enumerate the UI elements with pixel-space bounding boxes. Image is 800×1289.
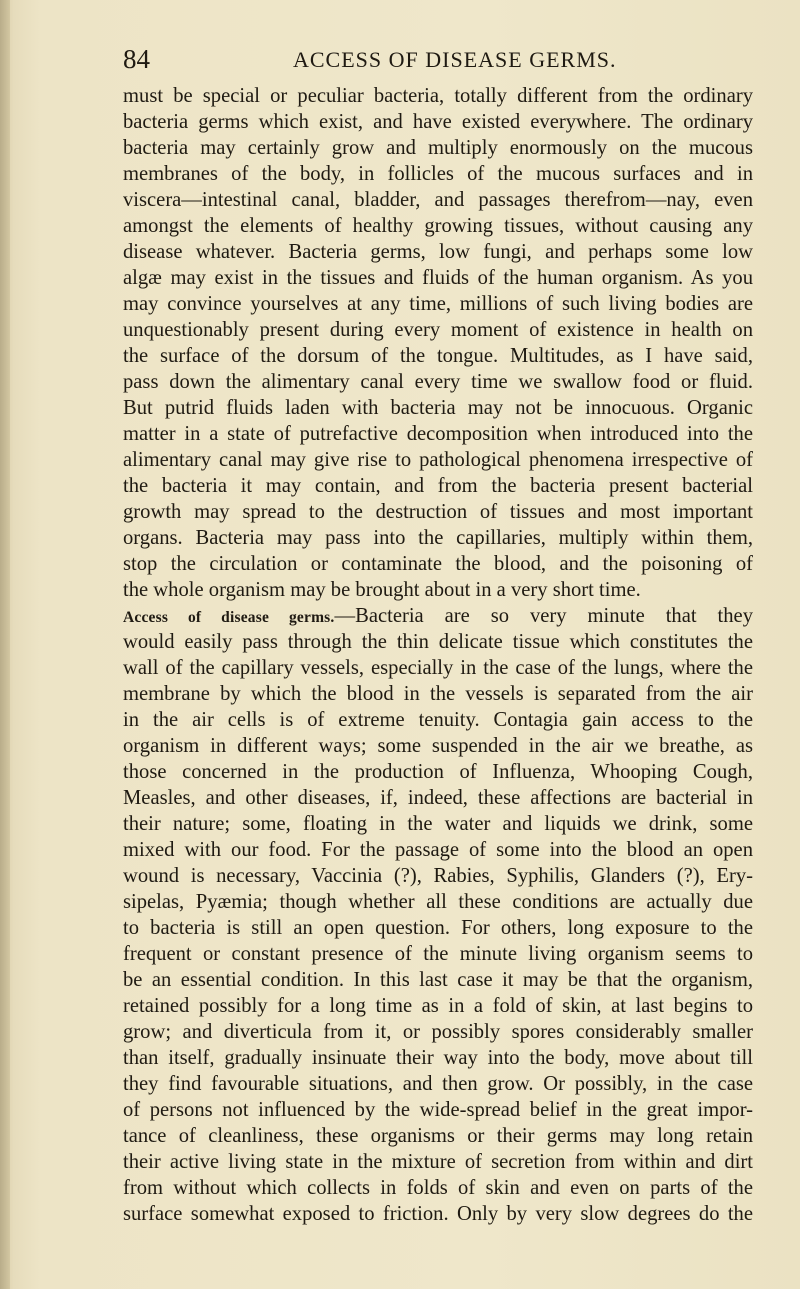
- text-line: Measles, and other diseases, if, indeed, these affections are bacterial in: [123, 787, 753, 809]
- text-line: be an essential condition. In this last case it may be that the organism,: [123, 969, 753, 991]
- running-head: ACCESS OF DISEASE GERMS.: [293, 47, 617, 72]
- text-line: must be special or peculiar bacteria, totally different from the ordinary: [123, 85, 753, 107]
- text-line: organs. Bacteria may pass into the capillaries, multiply within them,: [123, 527, 753, 549]
- side-heading-continuation: —Bacteria are so very minute that they: [334, 605, 753, 627]
- text-line: membranes of the body, in follicles of the mucous surfaces and in: [123, 163, 753, 185]
- text-line: stop the circulation or contaminate the blood, and the poisoning of: [123, 553, 753, 575]
- side-heading-line: [123, 603, 753, 629]
- page-header: [123, 44, 753, 74]
- text-line: But putrid fluids laden with bacteria may not be innocuous. Organic: [123, 397, 753, 419]
- text-line: than itself, gradually insinuate their way into the body, move about till: [123, 1047, 753, 1069]
- text-line: grow; and diverticula from it, or possibly spores considerably smaller: [123, 1021, 753, 1043]
- text-line: amongst the elements of healthy growing tissues, without causing any: [123, 215, 753, 237]
- text-line: membrane by which the blood in the vessels is separated from the air: [123, 683, 753, 705]
- text-line: matter in a state of putrefactive decomposition when introduced into the: [123, 423, 753, 445]
- text-line: disease whatever. Bacteria germs, low fungi, and perhaps some low: [123, 241, 753, 263]
- text-line: bacteria may certainly grow and multiply enormously on the mucous: [123, 137, 753, 159]
- text-line: their nature; some, floating in the water and liquids we drink, some: [123, 813, 753, 835]
- text-line: sipelas, Pyæmia; though whether all these conditions are actually due: [123, 891, 753, 913]
- text-line: those concerned in the production of Influenza, Whooping Cough,: [123, 761, 753, 783]
- text-line: alimentary canal may give rise to pathological phenomena irrespective of: [123, 449, 753, 471]
- text-line: would easily pass through the thin delicate tissue which constitutes the: [123, 631, 753, 653]
- text-line: retained possibly for a long time as in a fold of skin, at last begins to: [123, 995, 753, 1017]
- text-line: the surface of the dorsum of the tongue. Multitudes, as I have said,: [123, 345, 753, 367]
- text-line: from without which collects in folds of skin and even on parts of the: [123, 1177, 753, 1199]
- text-line: tance of cleanliness, these organisms or their germs may long retain: [123, 1125, 753, 1147]
- text-line: pass down the alimentary canal every time we swallow food or fluid.: [123, 371, 753, 393]
- text-line: bacteria germs which exist, and have existed everywhere. The ordinary: [123, 111, 753, 133]
- text-line: their active living state in the mixture of secretion from within and dirt: [123, 1151, 753, 1173]
- text-line: algæ may exist in the tissues and fluids of the human organism. As you: [123, 267, 753, 289]
- text-line: organism in different ways; some suspended in the air we breathe, as: [123, 735, 753, 757]
- body-text: [123, 83, 753, 1227]
- text-line: wall of the capillary vessels, especially in the case of the lungs, where the: [123, 657, 753, 679]
- text-line: the whole organism may be brought about in a very short time.: [123, 579, 641, 601]
- text-line: the bacteria it may contain, and from the bacteria present bacterial: [123, 475, 753, 497]
- text-line: may convince yourselves at any time, millions of such living bodies are: [123, 293, 753, 315]
- text-line: surface somewhat exposed to friction. Only by very slow degrees do the: [123, 1203, 753, 1225]
- page-number: 84: [123, 44, 150, 74]
- text-line: in the air cells is of extreme tenuity. Contagia gain access to the: [123, 709, 753, 731]
- text-line: wound is necessary, Vaccinia (?), Rabies, Syphilis, Glanders (?), Ery-: [123, 865, 753, 887]
- text-line: viscera—intestinal canal, bladder, and passages therefrom—nay, even: [123, 189, 753, 211]
- page-binding-edge: [0, 0, 10, 1289]
- text-line: frequent or constant presence of the minute living organism seems to: [123, 943, 753, 965]
- text-line: mixed with our food. For the passage of some into the blood an open: [123, 839, 753, 861]
- text-line: they find favourable situations, and then grow. Or possibly, in the case: [123, 1073, 753, 1095]
- text-line: growth may spread to the destruction of tissues and most important: [123, 501, 753, 523]
- text-line: of persons not influenced by the wide-spread belief in the great impor-: [123, 1099, 753, 1121]
- text-line: to bacteria is still an open question. For others, long exposure to the: [123, 917, 753, 939]
- text-line: unquestionably present during every moment of existence in health on: [123, 319, 753, 341]
- side-heading: Access of disease germs.: [123, 609, 335, 626]
